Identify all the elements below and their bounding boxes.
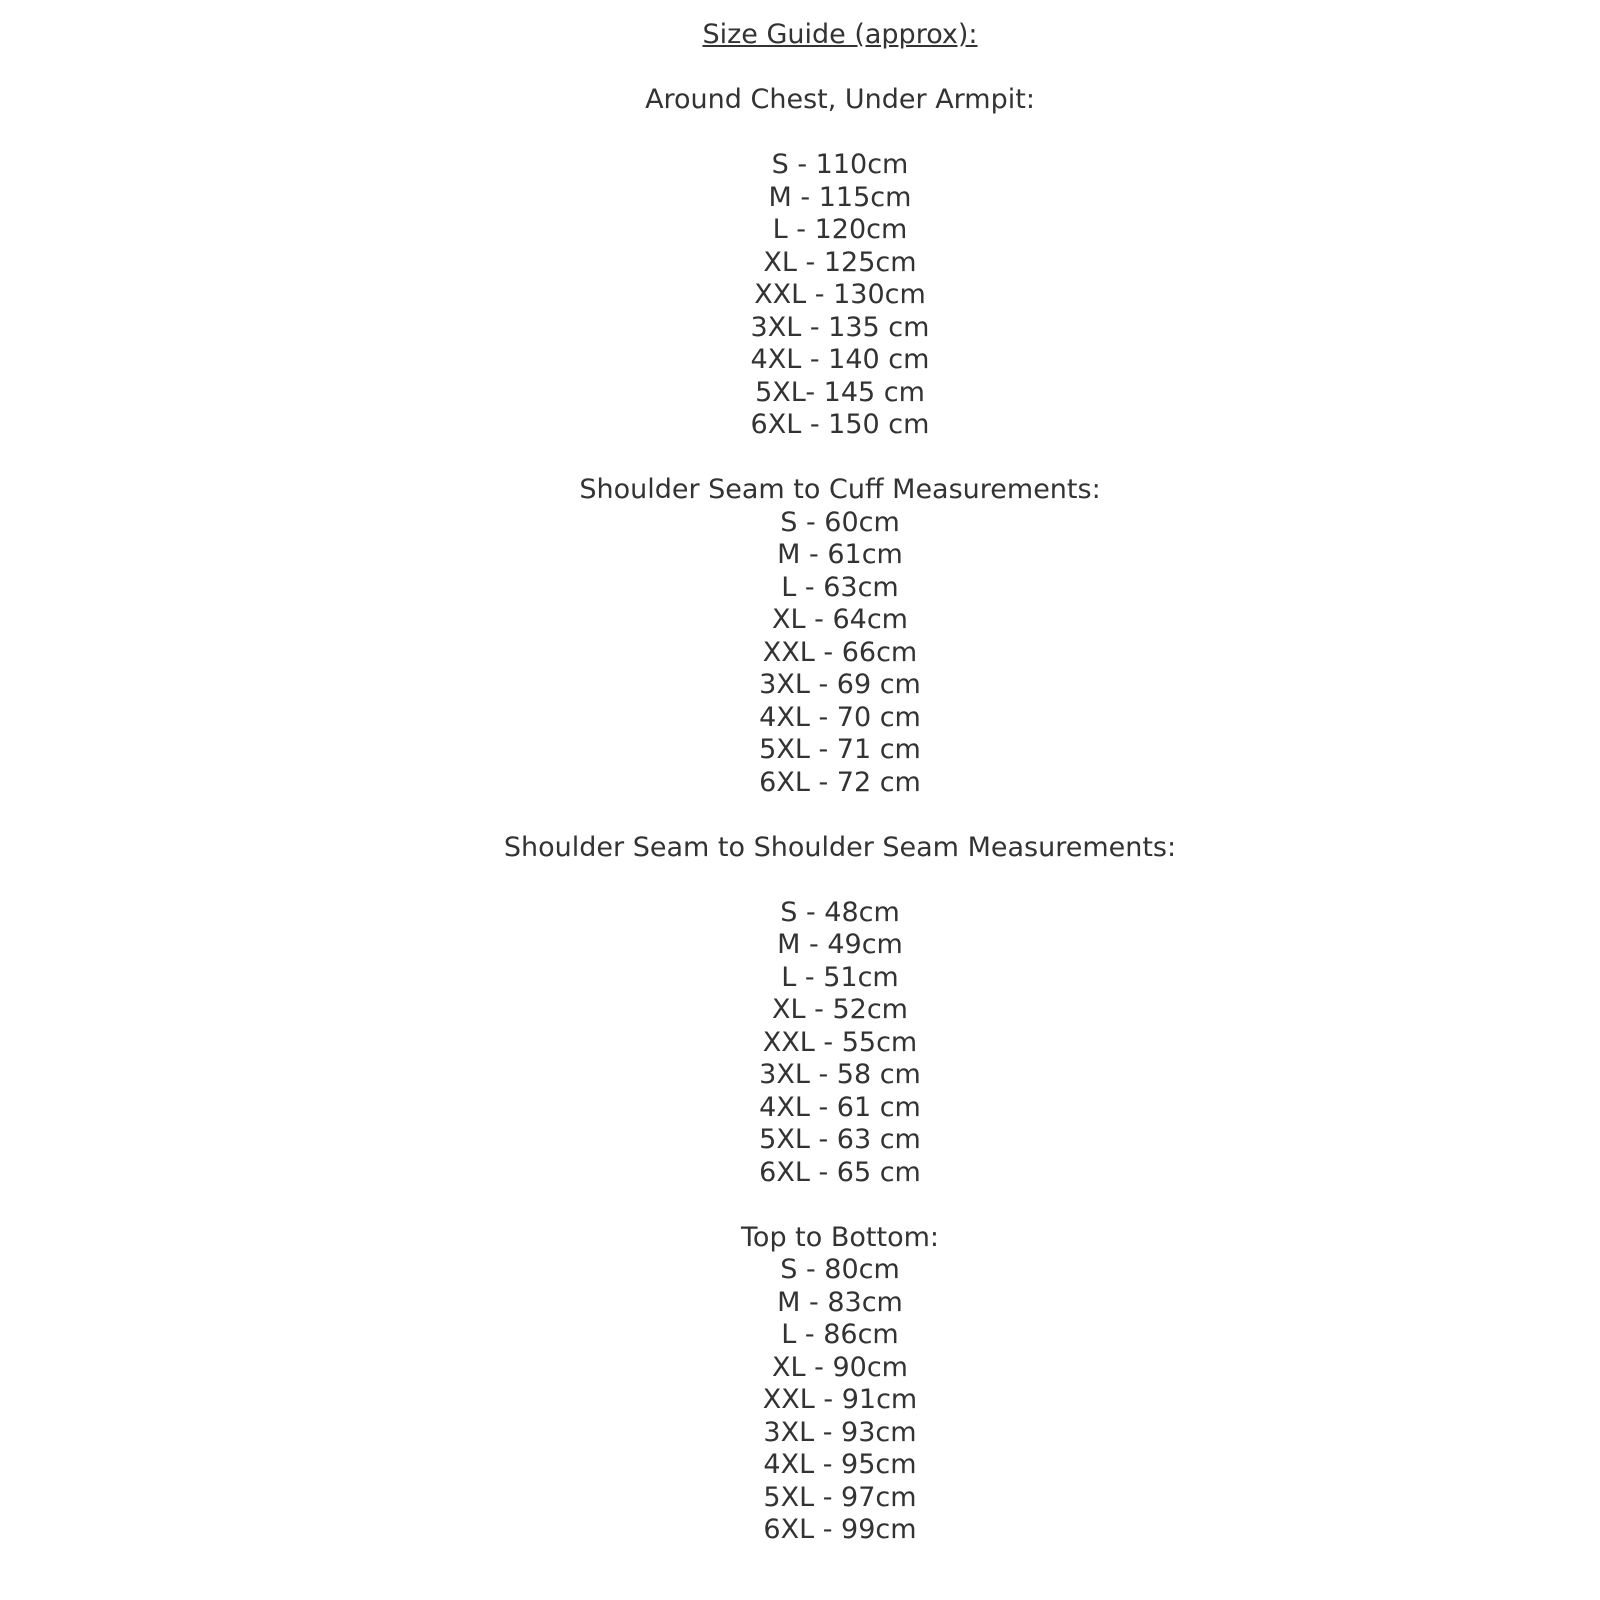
measurement-line: L - 120cm [772, 214, 908, 245]
measurement-line: 3XL - 69 cm [759, 669, 921, 700]
page-title: Size Guide (approx): [702, 19, 978, 50]
measurement-line: 6XL - 150 cm [750, 409, 930, 440]
section-heading: Shoulder Seam to Shoulder Seam Measurements: [503, 831, 1177, 863]
measurement-line: XXL - 91cm [762, 1384, 918, 1415]
measurement-list [80, 1254, 1600, 1547]
measurement-line: M - 61cm [777, 539, 903, 570]
measurement-line: 4XL - 61 cm [759, 1091, 921, 1123]
measurement-line: 3XL - 135 cm [750, 311, 930, 343]
measurement-line: 5XL - 63 cm [759, 1124, 921, 1155]
measurement-line: 6XL - 99cm [763, 1514, 917, 1545]
measurement-line: S - 60cm [780, 506, 900, 538]
sections [80, 84, 1600, 1547]
measurement-line: 3XL - 93cm [763, 1416, 917, 1448]
measurement-line: M - 49cm [777, 929, 903, 960]
measurement-line: XL - 52cm [772, 994, 908, 1025]
measurement-line: M - 83cm [777, 1286, 903, 1318]
measurement-line: L - 51cm [781, 961, 899, 993]
measurement-list [80, 149, 1600, 442]
measurement-line: S - 80cm [780, 1254, 900, 1285]
measurement-line: 4XL - 70 cm [759, 701, 921, 733]
measurement-line: 3XL - 58 cm [759, 1059, 921, 1090]
measurement-line: 5XL - 97cm [763, 1481, 917, 1513]
measurement-line: S - 48cm [780, 896, 900, 928]
section-heading: Around Chest, Under Armpit: [645, 84, 1035, 115]
section-heading: Top to Bottom: [741, 1221, 939, 1253]
measurement-line: L - 63cm [781, 571, 899, 603]
measurement-list [80, 897, 1600, 1190]
measurement-line: XL - 64cm [772, 604, 908, 635]
section-heading: Shoulder Seam to Cuff Measurements: [579, 474, 1101, 505]
measurement-line: L - 86cm [781, 1319, 899, 1350]
measurement-line: M - 115cm [768, 181, 912, 213]
measurement-line: XXL - 55cm [762, 1026, 918, 1058]
measurement-line: XL - 125cm [763, 246, 917, 278]
measurement-line: XXL - 130cm [754, 279, 926, 310]
measurement-line: 4XL - 140 cm [750, 344, 930, 375]
measurement-line: XL - 90cm [772, 1351, 908, 1383]
measurement-line: S - 110cm [771, 149, 909, 180]
measurement-list [80, 507, 1600, 800]
size-guide-section [80, 1222, 1600, 1547]
measurement-line: 6XL - 65 cm [759, 1156, 921, 1188]
measurement-line: 6XL - 72 cm [759, 766, 921, 798]
size-guide-section [80, 84, 1600, 442]
measurement-line: 5XL - 71 cm [759, 734, 921, 765]
size-guide-section [80, 474, 1600, 799]
measurement-line: XXL - 66cm [762, 636, 918, 668]
size-guide-section [80, 832, 1600, 1190]
measurement-line: 4XL - 95cm [763, 1449, 917, 1480]
measurement-line: 5XL- 145 cm [755, 376, 925, 408]
